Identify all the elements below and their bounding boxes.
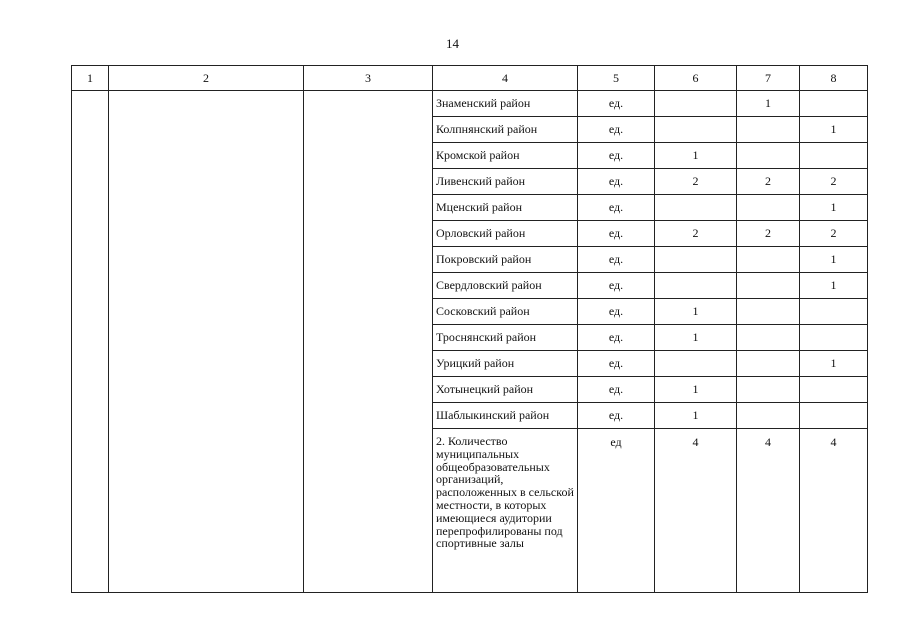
district-name: Ливенский район [433,169,578,195]
value-col-7 [737,299,800,325]
unit-cell: ед. [578,325,655,351]
unit-cell: ед. [578,247,655,273]
value-col-6 [655,273,737,299]
unit-cell: ед. [578,143,655,169]
value-col-8 [800,299,868,325]
district-name: Кромской район [433,143,578,169]
header-col-1: 1 [72,66,109,91]
unit-cell: ед. [578,299,655,325]
value-col-6 [655,117,737,143]
value-col-8: 4 [800,429,868,593]
value-col-8 [800,143,868,169]
district-name: Хотынецкий район [433,377,578,403]
value-col-8 [800,325,868,351]
unit-cell: ед. [578,377,655,403]
value-col-8 [800,91,868,117]
page-number: 14 [446,36,459,51]
unit-cell: ед. [578,221,655,247]
value-col-6: 1 [655,403,737,429]
header-col-5: 5 [578,66,655,91]
value-col-8: 1 [800,273,868,299]
value-col-7: 2 [737,221,800,247]
value-col-6: 1 [655,377,737,403]
value-col-7 [737,325,800,351]
value-col-8: 1 [800,247,868,273]
unit-cell: ед. [578,351,655,377]
value-col-6: 2 [655,221,737,247]
value-col-8: 1 [800,195,868,221]
merged-cell-col-2 [109,91,304,593]
header-col-6: 6 [655,66,737,91]
value-col-7 [737,403,800,429]
value-col-7 [737,195,800,221]
table-row [72,91,868,117]
district-name: Орловский район [433,221,578,247]
merged-cell-col-1 [72,91,109,593]
value-col-7 [737,273,800,299]
unit-cell: ед. [578,91,655,117]
district-name: Покровский район [433,247,578,273]
district-name: Шаблыкинский район [433,403,578,429]
value-col-7 [737,247,800,273]
value-col-6: 4 [655,429,737,593]
value-col-7 [737,117,800,143]
unit-cell: ед. [578,195,655,221]
value-col-8: 1 [800,117,868,143]
value-col-6 [655,195,737,221]
value-col-7 [737,143,800,169]
value-col-6: 1 [655,299,737,325]
value-col-6 [655,247,737,273]
indicator-description: 2. Количество муниципальных общеобразовательных организаций, расположенных в сельской местности, в которых имеющиеся аудитории перепрофилированы под спортивные залы [433,429,578,593]
header-col-2: 2 [109,66,304,91]
value-col-8 [800,377,868,403]
unit-cell: ед. [578,273,655,299]
district-name: Свердловский район [433,273,578,299]
header-col-4: 4 [433,66,578,91]
header-row [72,66,868,91]
district-name: Троснянский район [433,325,578,351]
unit-cell: ед. [578,169,655,195]
district-name: Знаменский район [433,91,578,117]
value-col-6 [655,351,737,377]
value-col-8: 1 [800,351,868,377]
header-col-8: 8 [800,66,868,91]
unit-cell: ед. [578,403,655,429]
header-col-7: 7 [737,66,800,91]
district-name: Колпнянский район [433,117,578,143]
header-col-3: 3 [304,66,433,91]
value-col-6: 1 [655,325,737,351]
value-col-8: 2 [800,221,868,247]
district-name: Мценский район [433,195,578,221]
unit-cell: ед [578,429,655,593]
value-col-7 [737,351,800,377]
value-col-8 [800,403,868,429]
value-col-6 [655,91,737,117]
value-col-7: 1 [737,91,800,117]
value-col-7: 2 [737,169,800,195]
value-col-8: 2 [800,169,868,195]
value-col-6: 1 [655,143,737,169]
value-col-7: 4 [737,429,800,593]
merged-cell-col-3 [304,91,433,593]
value-col-6: 2 [655,169,737,195]
unit-cell: ед. [578,117,655,143]
district-name: Сосковский район [433,299,578,325]
indicator-table [71,65,868,593]
district-name: Урицкий район [433,351,578,377]
value-col-7 [737,377,800,403]
